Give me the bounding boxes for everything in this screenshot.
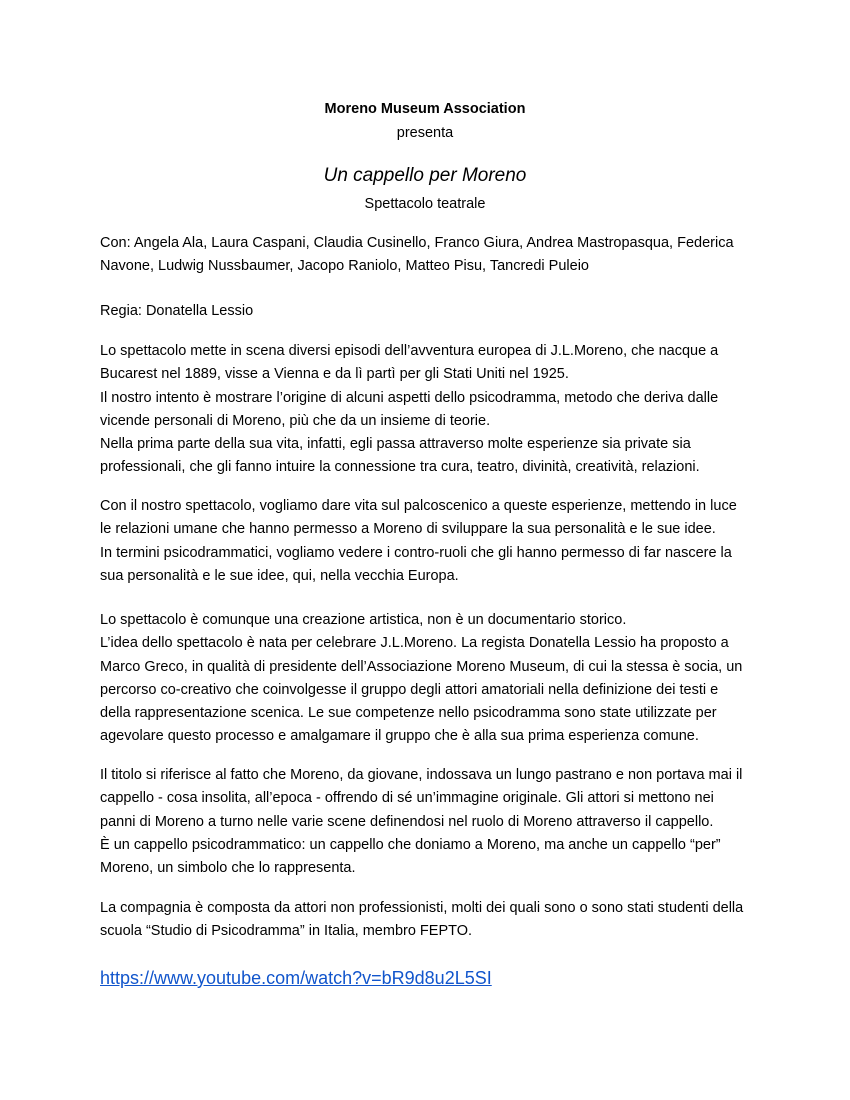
cast-list	[100, 232, 760, 279]
cast-line: Navone, Ludwig Nussbaumer, Jacopo Raniolo, Matteo Pisu, Tancredi Puleio	[100, 258, 589, 275]
paragraph-line: La compagnia è composta da attori non professionisti, molti dei quali sono o sono stati studenti della	[100, 900, 744, 916]
director-line: Regia: Donatella Lessio	[100, 303, 254, 319]
presents-text: presenta	[396, 125, 454, 141]
paragraph-line: cappello - cosa insolita, all’epoca - offrendo di sé un’immagine originale. Gli attori si mettono nei	[100, 790, 714, 807]
paragraph-title-meaning	[100, 764, 760, 880]
youtube-link[interactable]: https://www.youtube.com/watch?v=bR9d8u2L5SI	[100, 968, 492, 988]
director-credit	[100, 300, 760, 323]
show-title: Un cappello per Moreno	[323, 165, 527, 186]
paragraph-line: professionali, che gli fanno intuire la connessione tra cura, teatro, divinità, creatività, relazioni.	[100, 459, 700, 476]
paragraph-line: Lo spettacolo è comunque una creazione artistica, non è un documentario storico.	[100, 612, 627, 628]
paragraph-line: scuola “Studio di Psicodramma” in Italia, membro FEPTO.	[100, 923, 473, 940]
paragraph-line: L’idea dello spettacolo è nata per celebrare J.L.Moreno. La regista Donatella Lessio ha proposto a	[100, 635, 729, 652]
organization-name: Moreno Museum Association	[324, 101, 526, 117]
paragraph-line: È un cappello psicodrammatico: un cappello che doniamo a Moreno, ma anche un cappello “per”	[100, 836, 721, 853]
paragraph-line: Con il nostro spettacolo, vogliamo dare vita sul palcoscenico a queste esperienze, mettendo in luce	[100, 498, 737, 514]
paragraph-line: Il nostro intento è mostrare l’origine di alcuni aspetti dello psicodramma, metodo che deriva dalle	[100, 389, 719, 406]
paragraph-line: percorso co-creativo che coinvolgesse il gruppo degli attori amatoriali nella definizione dei testi e	[100, 681, 719, 698]
paragraph-purpose	[100, 495, 760, 588]
paragraph-line: vicende personali di Moreno, più che da un insieme di teorie.	[100, 412, 491, 429]
paragraph-intro	[100, 340, 760, 480]
paragraph-line: Il titolo si riferisce al fatto che Moreno, da giovane, indossava un lungo pastrano e non portava mai il	[100, 767, 743, 783]
paragraph-line: Bucarest nel 1889, visse a Vienna e da lì partì per gli Stati Uniti nel 1925.	[100, 366, 569, 383]
paragraph-line: Moreno, un simbolo che lo rappresenta.	[100, 860, 356, 877]
cast-line: Con: Angela Ala, Laura Caspani, Claudia Cusinello, Franco Giura, Andrea Mastropasqua, Federica	[100, 235, 734, 251]
paragraph-line: Lo spettacolo mette in scena diversi episodi dell’avventura europea di J.L.Moreno, che nacque a	[100, 343, 719, 359]
paragraph-creation	[100, 609, 760, 749]
paragraph-line: panni di Moreno a turno nelle varie scene definendosi nel ruolo di Moreno attraverso il cappello.	[100, 813, 714, 830]
paragraph-line: della rappresentazione scenica. Le sue competenze nello psicodramma sono state utilizzate per	[100, 705, 717, 722]
paragraph-line: agevolare questo processo e amalgamare il gruppo che è alla sua prima esperienza comune.	[100, 728, 699, 745]
paragraph-line: In termini psicodrammatici, vogliamo vedere i contro-ruoli che gli hanno permesso di far nascere la	[100, 544, 732, 561]
paragraph-line: Nella prima parte della sua vita, infatti, egli passa attraverso molte esperienze sia private sia	[100, 436, 691, 453]
paragraph-line: le relazioni umane che hanno permesso a Moreno di sviluppare la sua personalità e le sue idee.	[100, 521, 716, 538]
paragraph-company	[100, 897, 760, 944]
paragraph-line: Marco Greco, in qualità di presidente dell’Associazione Moreno Museum, di cui la stessa è socia, un	[100, 658, 743, 675]
paragraph-line: sua personalità e le sue idee, qui, nella vecchia Europa.	[100, 567, 459, 584]
show-subtitle: Spettacolo teatrale	[364, 196, 486, 212]
